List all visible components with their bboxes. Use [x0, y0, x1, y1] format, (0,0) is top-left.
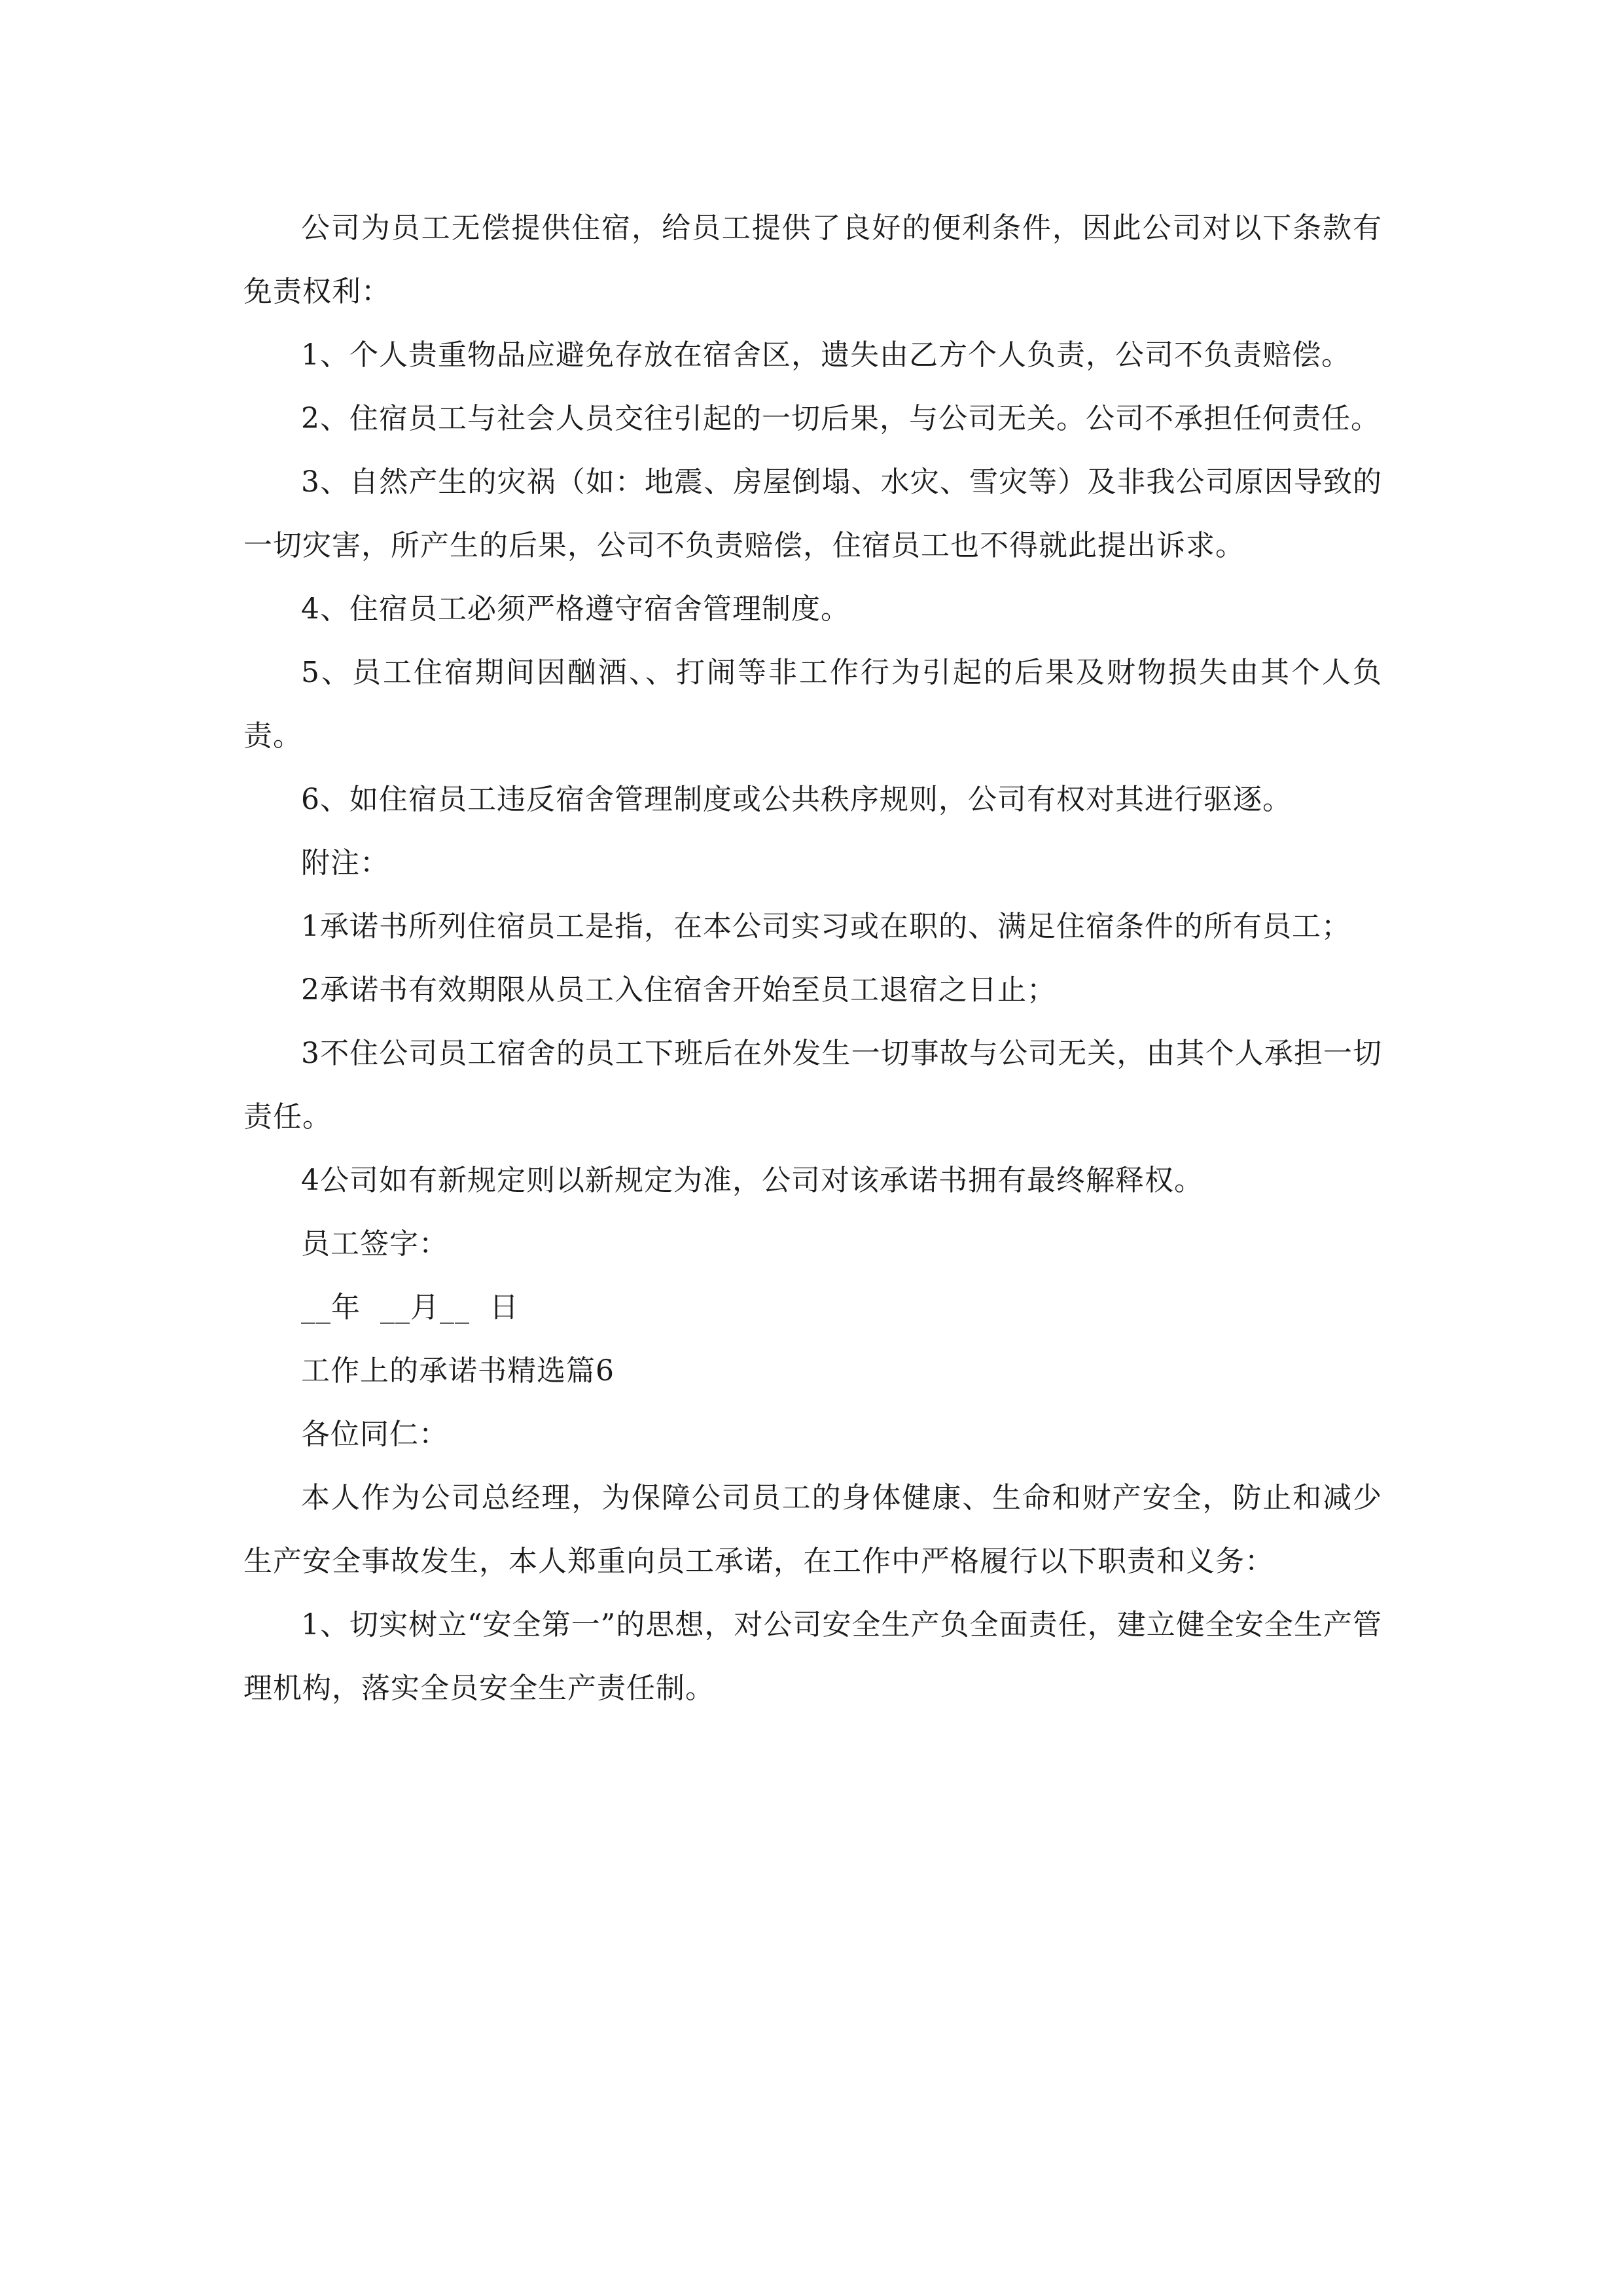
document-body [243, 196, 1382, 1720]
paragraph-clause-3: 3、自然产生的灾祸（如：地震、房屋倒塌、水灾、雪灾等）及非我公司原因导致的一切灾害，所产生的后果，公司不负责赔偿，住宿员工也不得就此提出诉求。 [243, 465, 1382, 562]
paragraph-notes-heading: 附注： [301, 846, 389, 880]
paragraph-clause-4: 4、住宿员工必须严格遵守宿舍管理制度。 [301, 592, 850, 626]
paragraph-pledge-1: 1、切实树立“安全第一”的思想，对公司安全生产负全面责任，建立健全安全生产管理机构，落实全员安全生产责任制。 [243, 1608, 1382, 1705]
paragraph-note-4: 4公司如有新规定则以新规定为准，公司对该承诺书拥有最终解释权。 [301, 1164, 1204, 1197]
paragraph-clause-6: 6、如住宿员工违反宿舍管理制度或公共秩序规则，公司有权对其进行驱逐。 [301, 783, 1292, 816]
paragraph-clause-5: 5、员工住宿期间因酗酒、、打闹等非工作行为引起的后果及财物损失由其个人负责。 [243, 656, 1382, 753]
signature-date-line: __年 __月__ 日 [301, 1291, 519, 1324]
paragraph-manager-pledge: 本人作为公司总经理，为保障公司员工的身体健康、生命和财产安全，防止和减少生产安全事故发生，本人郑重向员工承诺，在工作中严格履行以下职责和义务： [243, 1481, 1382, 1578]
paragraph-disclaimer-intro: 公司为员工无偿提供住宿，给员工提供了良好的便利条件，因此公司对以下条款有免责权利： [243, 211, 1382, 308]
employee-signature-label: 员工签字： [301, 1227, 448, 1261]
paragraph-clause-1: 1、个人贵重物品应避免存放在宿舍区，遗失由乙方个人负责，公司不负责赔偿。 [301, 338, 1351, 372]
paragraph-note-3: 3不住公司员工宿舍的员工下班后在外发生一切事故与公司无关，由其个人承担一切责任。 [243, 1037, 1382, 1134]
paragraph-note-2: 2承诺书有效期限从员工入住宿舍开始至员工退宿之日止； [301, 973, 1056, 1007]
paragraph-clause-2: 2、住宿员工与社会人员交往引起的一切后果，与公司无关。公司不承担任何责任。 [301, 402, 1380, 435]
salutation: 各位同仁： [301, 1418, 448, 1451]
section-title: 工作上的承诺书精选篇6 [301, 1354, 615, 1388]
paragraph-note-1: 1承诺书所列住宿员工是指，在本公司实习或在职的、满足住宿条件的所有员工； [301, 910, 1351, 943]
